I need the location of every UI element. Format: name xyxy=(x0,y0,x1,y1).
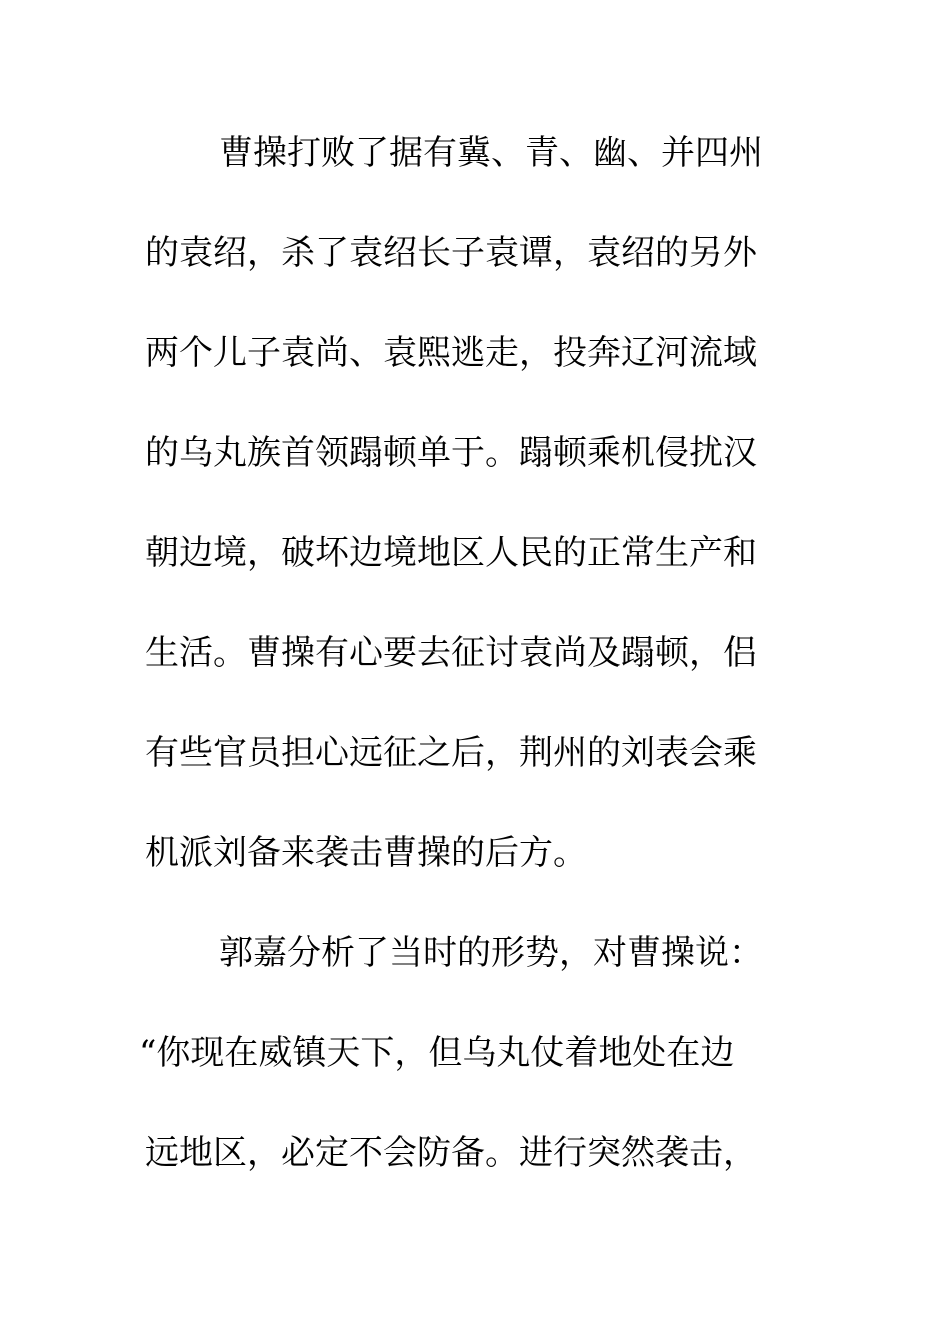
text-line: 郭嘉分析了当时的形势，对曹操说： xyxy=(219,933,763,973)
text-line: 生活。曹操有心要去征讨袁尚及蹋顿，侣 xyxy=(145,633,757,673)
text-line: 远地区，必定不会防备。进行突然袭击， xyxy=(145,1133,757,1173)
text-line: 朝边境，破坏边境地区人民的正常生产和 xyxy=(145,533,757,573)
text-line: 有些官员担心远征之后，荆州的刘表会乘 xyxy=(145,733,757,773)
text-line: 两个儿子袁尚、袁熙逃走，投奔辽河流域 xyxy=(145,333,757,373)
text-line: 曹操打败了据有冀、青、幽、并四州 xyxy=(219,133,763,173)
paragraph-1 xyxy=(145,124,805,924)
text-line: 机派刘备来袭击曹操的后方。 xyxy=(145,833,587,873)
text-line: “你现在威镇天下，但乌丸仗着地处在边 xyxy=(139,1033,735,1073)
paragraph-2 xyxy=(139,924,805,1224)
text-line: 的袁绍，杀了袁绍长子袁谭，袁绍的另外 xyxy=(145,233,757,273)
body-text xyxy=(139,124,805,1224)
text-line: 的乌丸族首领蹋顿单于。蹋顿乘机侵扰汉 xyxy=(145,433,757,473)
